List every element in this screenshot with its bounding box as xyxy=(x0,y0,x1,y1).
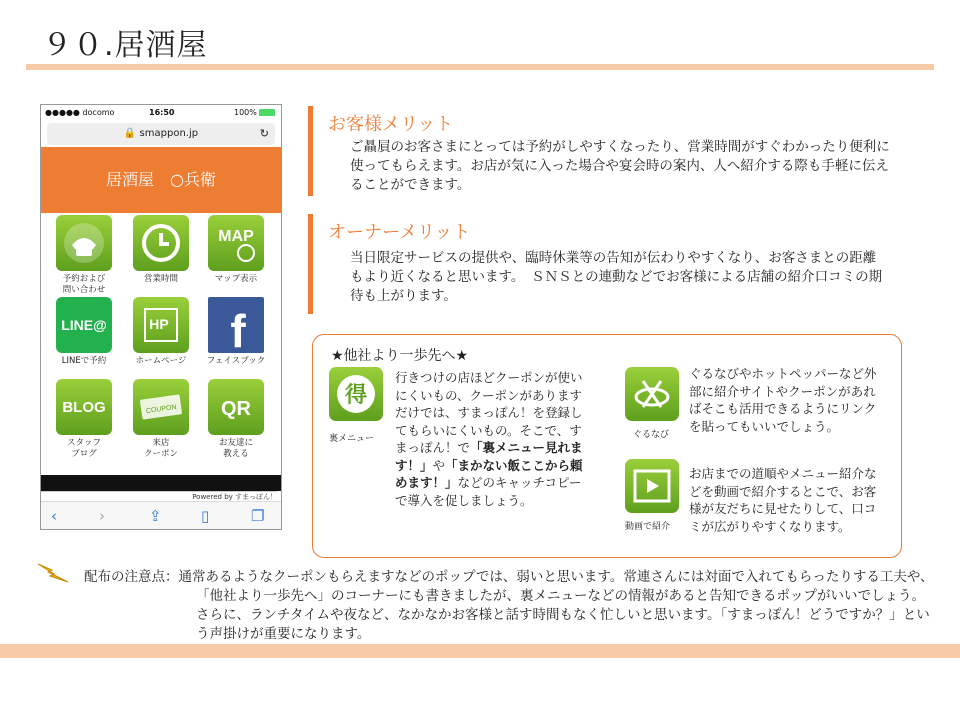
map-icon xyxy=(208,215,264,271)
phone-divider-bar xyxy=(41,475,281,491)
footer-band xyxy=(0,644,960,658)
tile-label: スタッフ ブログ xyxy=(66,438,101,459)
video-icon-label: 動画で紹介 xyxy=(625,522,671,532)
browser-toolbar xyxy=(41,501,281,530)
lightning-icon xyxy=(36,560,70,590)
svg-text:f: f xyxy=(230,305,246,353)
gurunavi-icon xyxy=(625,367,679,421)
clock-icon xyxy=(133,215,189,271)
clock-label: 16:50 xyxy=(149,108,175,117)
page-title: ９０.居酒屋 xyxy=(42,28,208,63)
app-tile-grid xyxy=(41,215,281,473)
customer-merit-body: ご贔屓のお客さまにとっては予約がしやすくなったり、営業時間がすぐわかったり便利に使ってもらえます。お店が気に入った場合や宴会時の案内、人へ紹介する際も手軽に伝えることができます。 xyxy=(350,139,890,193)
tile-label: お友達に 教える xyxy=(218,438,253,459)
tile-label: 予約および 問い合わせ xyxy=(62,274,106,295)
gurunavi-text: ぐるなびやホットペッパーなど外部に紹介サイトやクーポンがあればそこも活用できるようにリンクを貼ってもいいでしょう。 xyxy=(689,366,877,434)
owner-merit-body: 当日限定サービスの提供や、臨時休業等の告知が伝わりやすくなり、お客さまとの距離もより近くなると思います。 ＳＮＳとの連動などでお客様による店舗の紹介口コミの期待も上がります。 xyxy=(350,250,883,304)
qr-icon xyxy=(208,379,264,435)
owner-merit-accent xyxy=(308,214,313,314)
tile-homepage[interactable] xyxy=(126,297,196,367)
battery-label: 100% xyxy=(234,108,257,117)
ura-menu-icon xyxy=(329,367,383,421)
reload-icon[interactable]: ↻ xyxy=(259,127,269,140)
tile-label: 来店 クーポン xyxy=(143,438,178,459)
tile-coupon[interactable] xyxy=(126,379,196,460)
tile-label: フェイスブック xyxy=(206,356,266,366)
notes-label: 配布の注意点： xyxy=(84,569,179,585)
tile-share[interactable] xyxy=(201,379,271,460)
back-icon[interactable]: ‹ xyxy=(51,507,57,525)
line-icon xyxy=(56,297,112,353)
phone-mockup xyxy=(40,104,282,530)
ura-menu-icon-label: 裏メニュー xyxy=(329,434,375,444)
coupon-icon xyxy=(133,379,189,435)
homepage-icon xyxy=(133,297,189,353)
tile-label: マップ表示 xyxy=(214,274,258,284)
tile-label: LINEで予約 xyxy=(61,356,107,366)
tile-label: ホームページ xyxy=(135,356,187,366)
battery-icon xyxy=(259,109,275,116)
svg-text:MAP: MAP xyxy=(218,228,254,245)
svg-text:QR: QR xyxy=(221,398,251,420)
customer-merit-heading: お客様メリット xyxy=(328,114,454,135)
video-icon xyxy=(625,459,679,513)
gurunavi-icon-label: ぐるなび xyxy=(633,430,670,440)
shop-banner: 居酒屋 ○兵衛 xyxy=(41,147,281,213)
tile-blog[interactable] xyxy=(49,379,119,460)
tile-map[interactable] xyxy=(201,215,271,285)
svg-text:BLOG: BLOG xyxy=(62,399,106,416)
share-icon[interactable]: ⇪ xyxy=(149,507,162,525)
tile-reservation[interactable] xyxy=(49,215,119,296)
distribution-notes xyxy=(84,568,934,644)
svg-text:HP: HP xyxy=(149,316,169,332)
owner-merit-heading: オーナーメリット xyxy=(328,222,471,243)
ahead-box xyxy=(312,334,902,558)
forward-icon[interactable]: › xyxy=(99,507,105,525)
phone-icon xyxy=(56,215,112,271)
customer-merit-accent xyxy=(308,106,313,196)
ahead-box-heading: ★他社より一歩先へ★ xyxy=(331,348,469,364)
status-bar xyxy=(41,105,281,121)
video-text: お店までの道順やメニュー紹介などを動画で紹介するとこで、お客様が友だちに見せたりして、口コミが広がりやすくなります。 xyxy=(689,466,877,534)
blog-icon xyxy=(56,379,112,435)
tabs-icon[interactable]: ❐ xyxy=(251,507,265,525)
facebook-icon xyxy=(208,297,264,353)
title-underline xyxy=(26,64,934,70)
carrier-label: ●●●●● docomo xyxy=(45,108,115,117)
url-text: smappon.jp xyxy=(139,128,199,139)
powered-by: Powered by すまっぽん！ xyxy=(41,491,277,502)
svg-text:得: 得 xyxy=(344,383,368,408)
tile-facebook[interactable] xyxy=(201,297,271,367)
tile-hours[interactable] xyxy=(126,215,196,285)
url-bar[interactable] xyxy=(47,123,275,145)
notes-text: 配布の注意点：通常あるようなクーポンもらえますなどのポップでは、弱いと思います。常連さんには対面で入れてもらったりする工夫や、「他社より一歩先へ」のコーナーにも書きましたが、裏メニューなどの情報があると告知できるポップがいいでしょう。さらに、ランチタイムや夜など、なかなかお客様と話す時間もなく忙しいと思います。「すまっぽん！どうですか？」という声掛けが重要になります。 xyxy=(84,569,934,642)
svg-text:LINE@: LINE@ xyxy=(61,317,107,333)
ura-menu-text: 行きつけの店ほどクーポンが使いにくいもの、クーポンがありますだけでは、すまっぽん！を登録してもらいにくいもの。そこで、すまっぽん！で「裏メニュー見れます！」や「まかない飯ここから頼めます！」などのキャッチコピーで導入を促しましょう。 xyxy=(395,370,583,508)
svg-text:COUPON: COUPON xyxy=(145,403,178,416)
tile-label: 営業時間 xyxy=(143,274,178,284)
lock-icon: 🔒 xyxy=(123,128,137,139)
bookmarks-icon[interactable]: ▯ xyxy=(201,507,210,525)
tile-line[interactable] xyxy=(49,297,119,367)
